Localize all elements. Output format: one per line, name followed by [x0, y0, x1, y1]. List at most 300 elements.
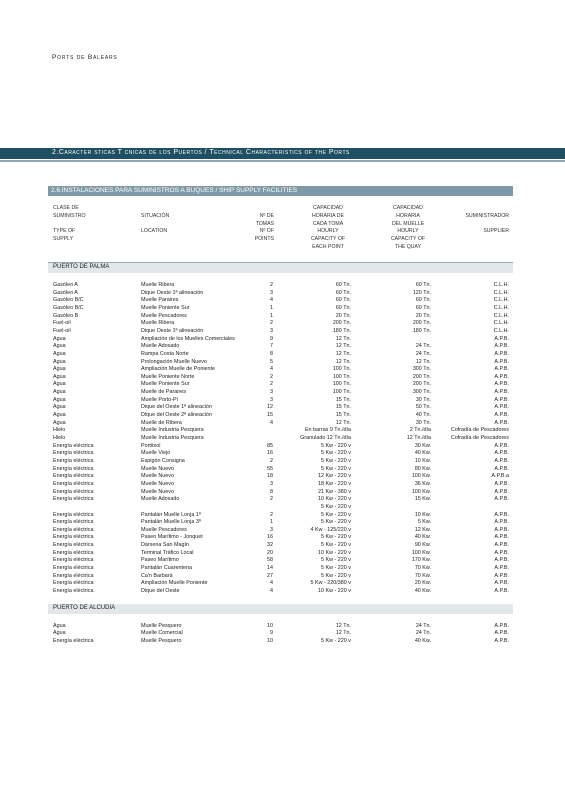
table-row [48, 336, 513, 344]
cell-supplier: A.P.B. [494, 572, 509, 579]
cell-capacity-point: 60 Tn. [335, 304, 351, 311]
cell-capacity-quay: 80 Kw. [414, 465, 431, 472]
cell-supplier: A.P.B. [494, 480, 509, 487]
table-row [48, 527, 513, 535]
cell-points: 15 [267, 412, 273, 419]
cell-capacity-quay: 40 Kw. [414, 588, 431, 594]
cell-capacity-quay: 30 Kw. [414, 442, 431, 449]
cell-capacity-quay: 70 Kw. [414, 565, 431, 572]
table-row [48, 550, 513, 558]
cell-supplier: A.P.B. [494, 526, 509, 533]
cell-supply-type: Energía eléctrica [53, 588, 94, 594]
cell-capacity-quay: 12 Tn. [415, 358, 431, 365]
table-row [48, 320, 513, 328]
cell-supply-type: Fuel-oil [53, 320, 71, 327]
cell-capacity-point: 12 Tn. [335, 419, 351, 426]
cell-supply-type: Agua [53, 404, 66, 411]
cell-location: Muelle Viejo [141, 450, 171, 457]
cell-supply-type: Energía eléctrica [53, 465, 94, 472]
cell-location: Pantalán Cuarentena [141, 565, 192, 572]
cell-capacity-point: 5 Kw - 220 v [321, 442, 351, 449]
cell-capacity-quay: 70 Kw. [414, 572, 431, 579]
cell-capacity-point: 5 Kw - 220 v [321, 465, 351, 472]
cell-supply-type: Energía eléctrica [53, 473, 94, 480]
cell-points: 4 [270, 297, 273, 304]
table-row [48, 557, 513, 565]
cell-supply-type: Agua [53, 350, 66, 357]
cell-capacity-quay: 100 Kw. [411, 473, 431, 480]
cell-capacity-quay: 30 Tn. [415, 396, 431, 403]
cell-points: 7 [270, 343, 273, 350]
cell-supply-type: Energía eléctrica [53, 557, 94, 564]
cell-supplier: A.P.B. [494, 343, 509, 350]
cell-location: Ampliación de los Muelles Comerciales [141, 335, 235, 342]
table-row [48, 458, 513, 466]
cell-points: 3 [270, 327, 273, 334]
cell-capacity-point: 5 Kw - 220 v [321, 572, 351, 579]
cell-capacity-quay: 170 Kw. [411, 557, 431, 564]
table-row [48, 412, 513, 420]
cell-supply-type: Gasóleo B/C [53, 297, 84, 304]
cell-capacity-point: 5 Kw - 220 v [321, 565, 351, 572]
table-row [48, 466, 513, 474]
cell-capacity-point: 21 Kw - 380 v [318, 488, 351, 495]
cell-points: 1 [270, 312, 273, 319]
cell-capacity-point: 12 Tn. [335, 358, 351, 365]
cell-capacity-quay: 50 Tn. [415, 404, 431, 411]
cell-location: Muelle de Ribera [141, 419, 182, 426]
cell-points: 8 [270, 488, 273, 495]
cell-supply-type: Energía eléctrica [53, 565, 94, 572]
cell-capacity-point: 60 Tn. [335, 289, 351, 296]
cell-supplier: A.P.B. [494, 442, 509, 449]
cell-supplier: A.P.B. [494, 630, 509, 637]
cell-points: 2 [270, 496, 273, 503]
section-title-bar [0, 148, 565, 159]
cell-location: Espigón Consigna [141, 457, 185, 464]
cell-supplier: A.P.B. [494, 404, 509, 411]
table-row [48, 366, 513, 374]
cell-capacity-point: 12 Tn. [335, 622, 351, 629]
header-muelle: CAPACIDAD HORARIA DEL MUELLE HOURLY CAPACITY OF THE QUAY [390, 205, 426, 250]
cell-points: 18 [267, 473, 273, 480]
cell-location: Muelle Pescadores [141, 526, 187, 533]
cell-supply-type: Energía eléctrica [53, 457, 94, 464]
cell-supplier: A.P.B. [494, 373, 509, 380]
cell-points: 9 [270, 335, 273, 342]
cell-supplier: A.P.B. [494, 496, 509, 503]
cell-location: Dique del Oeste 2ª alineación [141, 412, 212, 419]
cell-supplier: A.P.B.a [491, 473, 509, 480]
cell-capacity-point: 15 Tn. [335, 412, 351, 419]
cell-capacity-quay: 60 Tn. [415, 297, 431, 304]
cell-points: 10 [267, 622, 273, 629]
cell-location: Portitxol [141, 442, 161, 449]
cell-supplier: A.P.B. [494, 580, 509, 587]
cell-supplier: A.P.B. [494, 366, 509, 373]
cell-capacity-point: 60 Tn. [335, 282, 351, 288]
cell-capacity-point: 100 Tn. [332, 366, 351, 373]
table-row [48, 282, 513, 290]
cell-capacity-point: 5 Kw - 220 v [321, 511, 351, 518]
cell-supply-type: Agua [53, 630, 66, 637]
cell-points: 4 [270, 366, 273, 373]
cell-capacity-point: 5 Kw - 220 v [321, 450, 351, 457]
cell-location: Muelle de Paraires [141, 389, 186, 396]
cell-capacity-quay: 180 Tn. [412, 327, 431, 334]
header-capacidad: CAPACIDAD HORARIA DE CADA TOMA HOURLY CAPACITY OF EACH POINT [310, 205, 346, 250]
cell-supply-type: Energía eléctrica [53, 496, 94, 503]
table-row [48, 588, 513, 596]
table-row [48, 397, 513, 405]
cell-supplier: A.P.B. [494, 519, 509, 526]
cell-points: 85 [267, 442, 273, 449]
cell-capacity-point: 5 Kw - 220 v [321, 457, 351, 464]
table-row [48, 565, 513, 573]
cell-capacity-quay: 120 Tn. [412, 289, 431, 296]
cell-location: Muelle Ribera [141, 320, 175, 327]
cell-capacity-point: 5 Kw - 220/380 v [310, 580, 351, 587]
running-head: Ports de Balears [52, 54, 118, 61]
table-row [48, 638, 513, 646]
cell-location: Muelle Ribera [141, 282, 175, 288]
table-row [48, 512, 513, 520]
cell-supply-type: Energía eléctrica [53, 572, 94, 579]
cell-supplier: A.P.B. [494, 488, 509, 495]
cell-supplier: A.P.B. [494, 588, 509, 594]
cell-supplier: A.P.B. [494, 549, 509, 556]
cell-capacity-quay: 20 Tn. [415, 312, 431, 319]
cell-supply-type: Agua [53, 622, 66, 629]
cell-supply-type: Energía eléctrica [53, 442, 94, 449]
cell-supply-type: Energía eléctrica [53, 488, 94, 495]
table-row [48, 473, 513, 481]
group-header [48, 604, 513, 614]
cell-capacity-quay: 100 Kw. [411, 549, 431, 556]
cell-capacity-quay: 30 Tn. [415, 419, 431, 426]
cell-capacity-quay: 300 Tn. [412, 366, 431, 373]
table-row [48, 534, 513, 542]
table-row [48, 573, 513, 581]
table-row [48, 623, 513, 631]
group-title: PUERTO DE PALMA [53, 264, 110, 270]
cell-location: Muelle Poniente Sur [141, 304, 190, 311]
cell-supplier: A.P.B. [494, 335, 509, 342]
cell-supply-type: Gasóleo B/C [53, 304, 84, 311]
section-rule [0, 160, 565, 162]
cell-capacity-point: 100 Tn. [332, 381, 351, 388]
table-row [48, 381, 513, 389]
table-title-bar [48, 186, 513, 196]
cell-supply-type: Gasóleo A [53, 289, 78, 296]
cell-capacity-quay: 15 Kw. [414, 496, 431, 503]
table-row [48, 496, 513, 504]
cell-location: Muelle Poniente Norte [141, 373, 195, 380]
cell-supplier: A.P.B. [494, 396, 509, 403]
cell-location: Muelle Nuevo [141, 465, 174, 472]
table-row [48, 481, 513, 489]
cell-points: 2 [270, 320, 273, 327]
cell-points: 20 [267, 549, 273, 556]
cell-supplier: A.P.B. [494, 381, 509, 388]
cell-capacity-point: 4 Kw - 125/220 v [310, 526, 351, 533]
cell-supplier: A.P.B. [494, 457, 509, 464]
cell-supplier: A.P.B. [494, 389, 509, 396]
table-row [48, 305, 513, 313]
cell-supply-type: Gasóleo A [53, 282, 78, 288]
cell-points: 8 [270, 350, 273, 357]
cell-capacity-point: 12 Kw - 220 v [318, 473, 351, 480]
cell-supplier: A.P.B. [494, 511, 509, 518]
cell-points: 3 [270, 289, 273, 296]
section-title: 2.Caracter sticas T cnicas de los Puertos / Technical Characteristics of the Ports [52, 149, 350, 156]
header-tomas: Nº DE TOMAS Nº OF POINTS [254, 212, 274, 243]
cell-supply-type: Agua [53, 343, 66, 350]
cell-points: 3 [270, 396, 273, 403]
cell-location: Paseo Marítimo - Jonquet [141, 534, 203, 541]
cell-capacity-quay: 2 Tn./día [409, 427, 431, 434]
table-row [48, 328, 513, 336]
cell-points: 16 [267, 534, 273, 541]
cell-capacity-point: 5 Kw - 220 v [321, 557, 351, 564]
cell-points: 2 [270, 381, 273, 388]
table-row [48, 443, 513, 451]
cell-points: 9 [270, 630, 273, 637]
cell-capacity-quay: 36 Kw. [414, 480, 431, 487]
cell-capacity-point: 15 Tn. [335, 404, 351, 411]
cell-points: 58 [267, 557, 273, 564]
cell-capacity-quay: 24 Tn. [415, 350, 431, 357]
cell-supply-type: Gasóleo B [53, 312, 79, 319]
cell-points: 2 [270, 282, 273, 288]
cell-capacity-quay: 200 Tn. [412, 381, 431, 388]
cell-capacity-point: 10 Kw - 220 v [318, 549, 351, 556]
cell-location: Muelle Adosado [141, 343, 180, 350]
cell-location: Rampa Costa Norte [141, 350, 189, 357]
cell-capacity-point: 100 Tn. [332, 373, 351, 380]
cell-capacity-quay: 5 Kw. [417, 519, 431, 526]
cell-points: 3 [270, 389, 273, 396]
table-row [48, 374, 513, 382]
cell-points: 4 [270, 580, 273, 587]
cell-location: Muelle Paraires [141, 297, 179, 304]
cell-supply-type: Agua [53, 412, 66, 419]
cell-supply-type: Agua [53, 396, 66, 403]
cell-capacity-quay: 24 Tn. [415, 343, 431, 350]
cell-points: 27 [267, 572, 273, 579]
group-title: PUERTO DE ALCUDIA [53, 604, 116, 611]
cell-location: Ampliación Muelle de Poniente [141, 366, 216, 373]
cell-location: Muelle Comercial [141, 630, 183, 637]
cell-capacity-point: 180 Tn. [332, 327, 351, 334]
cell-location: Pantalán Muelle Lonja 3º [141, 519, 201, 526]
cell-supply-type: Energía eléctrica [53, 549, 94, 556]
cell-supplier: C.L.H. [493, 282, 509, 288]
table-row [48, 297, 513, 305]
cell-points: 55 [267, 465, 273, 472]
cell-capacity-point: En barras 9 Tn./día [304, 427, 351, 434]
cell-supplier: A.P.B. [494, 350, 509, 357]
cell-capacity-point: Granulado 12 Tn./día [300, 435, 351, 441]
cell-supply-type: Energía eléctrica [53, 480, 94, 487]
cell-capacity-point: 200 Tn. [332, 320, 351, 327]
cell-points: 14 [267, 565, 273, 572]
cell-location: Dique Oeste 1ª alineación [141, 289, 204, 296]
cell-location: Muelle Pesquero [141, 637, 182, 644]
cell-points: 1 [270, 519, 273, 526]
cell-supplier: A.P.B. [494, 637, 509, 644]
cell-capacity-point: 60 Tn. [335, 297, 351, 304]
cell-capacity-quay: 24 Tn. [415, 630, 431, 637]
cell-location: Muelle Nuevo [141, 480, 174, 487]
cell-points: 12 [267, 404, 273, 411]
table-row [48, 343, 513, 351]
table-row [48, 542, 513, 550]
cell-supplier: A.P.B. [494, 465, 509, 472]
cell-location: Muelle Industria Pesquera [141, 435, 204, 441]
header-clase: CLASE DE SUMINISTRO TYPE OF SUPPLY [53, 205, 86, 243]
cell-location: Muelle Adosado [141, 496, 180, 503]
cell-points: 3 [270, 526, 273, 533]
cell-supply-type: Agua [53, 389, 66, 396]
cell-supply-type: Energía eléctrica [53, 519, 94, 526]
cell-supplier: C.L.H. [493, 289, 509, 296]
cell-capacity-point: 5 Kw - 220 v [321, 637, 351, 644]
cell-points: 1 [270, 304, 273, 311]
cell-capacity-quay: 200 Tn. [412, 320, 431, 327]
cell-points: 5 [270, 358, 273, 365]
cell-location: Muelle Poniente Sur [141, 381, 190, 388]
cell-location: Dársena San Magín [141, 542, 189, 549]
cell-capacity-point: 12 Tn. [335, 335, 351, 342]
cell-capacity-point: 10 Kw - 220 v [318, 588, 351, 594]
cell-capacity-quay: 10 Kw. [414, 511, 431, 518]
cell-supplier: A.P.B. [494, 542, 509, 549]
cell-supply-type: Fuel-oil [53, 327, 71, 334]
cell-capacity-point: 5 Kw - 220 v [321, 503, 351, 510]
table-row [48, 290, 513, 298]
cell-points: 2 [270, 457, 273, 464]
table-row [48, 359, 513, 367]
cell-capacity-quay: 90 Kw. [414, 542, 431, 549]
cell-supplier: C.L.H. [493, 312, 509, 319]
cell-location: Muelle Pescadores [141, 312, 187, 319]
table-row [48, 504, 513, 512]
cell-capacity-point: 18 Kw - 220 v [318, 480, 351, 487]
cell-points: 3 [270, 480, 273, 487]
cell-capacity-quay: 200 Tn. [412, 373, 431, 380]
table-row [48, 435, 513, 443]
cell-capacity-quay: 24 Tn. [415, 622, 431, 629]
group-header [48, 263, 513, 273]
table-row [48, 404, 513, 412]
cell-capacity-point: 100 Tn. [332, 389, 351, 396]
cell-location: Muelle Nuevo [141, 473, 174, 480]
cell-capacity-quay: 20 Kw. [414, 580, 431, 587]
cell-capacity-point: 12 Tn. [335, 343, 351, 350]
cell-capacity-quay: 40 Tn. [415, 412, 431, 419]
cell-supply-type: Energía eléctrica [53, 526, 94, 533]
cell-capacity-quay: 60 Tn. [415, 282, 431, 288]
cell-supplier: A.P.B. [494, 622, 509, 629]
cell-supplier: A.P.B. [494, 419, 509, 426]
cell-capacity-point: 5 Kw - 220 v [321, 519, 351, 526]
table-row [48, 351, 513, 359]
cell-points: 4 [270, 588, 273, 594]
cell-supplier: C.L.H. [493, 304, 509, 311]
cell-location: Paseo Marítimo [141, 557, 179, 564]
table-row [48, 580, 513, 588]
cell-supply-type: Agua [53, 419, 66, 426]
cell-supply-type: Hielo [53, 427, 66, 434]
cell-capacity-point: 5 Kw - 220 v [321, 534, 351, 541]
cell-supplier: Cofradía de Pescadores [450, 427, 509, 434]
table-row [48, 427, 513, 435]
cell-supplier: A.P.B. [494, 358, 509, 365]
cell-supplier: Cofradía de Pescadores [450, 435, 509, 441]
cell-supplier: C.L.H. [493, 297, 509, 304]
cell-capacity-point: 20 Tn. [335, 312, 351, 319]
cell-capacity-point: 12 Tn. [335, 630, 351, 637]
table-row [48, 313, 513, 321]
cell-supplier: A.P.B. [494, 557, 509, 564]
cell-location: Prolongación Muelle Nuevo [141, 358, 207, 365]
cell-capacity-quay: 12 Tn./día [406, 435, 431, 441]
cell-location: Dique Oeste 1ª alineación [141, 327, 204, 334]
cell-location: Muelle Industria Pesquera [141, 427, 204, 434]
cell-capacity-point: 12 Tn. [335, 350, 351, 357]
cell-capacity-quay: 40 Kw. [414, 637, 431, 644]
table-title: 2.6.INSTALACIONES PARA SUMINISTROS A BUQUES / SHIP SUPPLY FACILITIES [51, 187, 298, 194]
cell-supply-type: Agua [53, 373, 66, 380]
cell-points: 4 [270, 419, 273, 426]
cell-points: 16 [267, 450, 273, 457]
cell-location: Pantalán Muelle Lonja 1º [141, 511, 201, 518]
cell-capacity-quay: 100 Kw. [411, 488, 431, 495]
header-situacion: SITUACIÓN LOCATION [141, 212, 170, 235]
cell-location: Ca'n Barbarà [141, 572, 173, 579]
cell-points: 2 [270, 511, 273, 518]
table-row [48, 450, 513, 458]
cell-location: Dique del Oeste 1ª alineación [141, 404, 212, 411]
cell-supplier: C.L.H. [493, 327, 509, 334]
cell-supplier: A.P.B. [494, 412, 509, 419]
cell-location: Dique del Oeste [141, 588, 180, 594]
cell-location: Muelle Pesquero [141, 622, 182, 629]
cell-supply-type: Agua [53, 335, 66, 342]
cell-supply-type: Agua [53, 381, 66, 388]
cell-supply-type: Energía eléctrica [53, 542, 94, 549]
cell-supply-type: Energía eléctrica [53, 450, 94, 457]
cell-supplier: A.P.B. [494, 450, 509, 457]
cell-supplier: A.P.B. [494, 565, 509, 572]
cell-location: Ampliación Muelle Poniente [141, 580, 208, 587]
table-row [48, 630, 513, 638]
table-row [48, 420, 513, 428]
cell-capacity-point: 10 Kw - 220 v [318, 496, 351, 503]
table-row [48, 489, 513, 497]
cell-capacity-quay: 300 Tn. [412, 389, 431, 396]
cell-supply-type: Agua [53, 366, 66, 373]
cell-supply-type: Energía eléctrica [53, 534, 94, 541]
cell-supply-type: Energía eléctrica [53, 511, 94, 518]
cell-supply-type: Energía eléctrica [53, 580, 94, 587]
cell-location: Terminal Tráfico Local [141, 549, 194, 556]
cell-supply-type: Agua [53, 358, 66, 365]
header-suministrador: SUMINISTRADOR SUPPLIER [465, 212, 509, 235]
cell-capacity-point: 5 Kw - 220 v [321, 542, 351, 549]
cell-capacity-quay: 40 Kw. [414, 534, 431, 541]
